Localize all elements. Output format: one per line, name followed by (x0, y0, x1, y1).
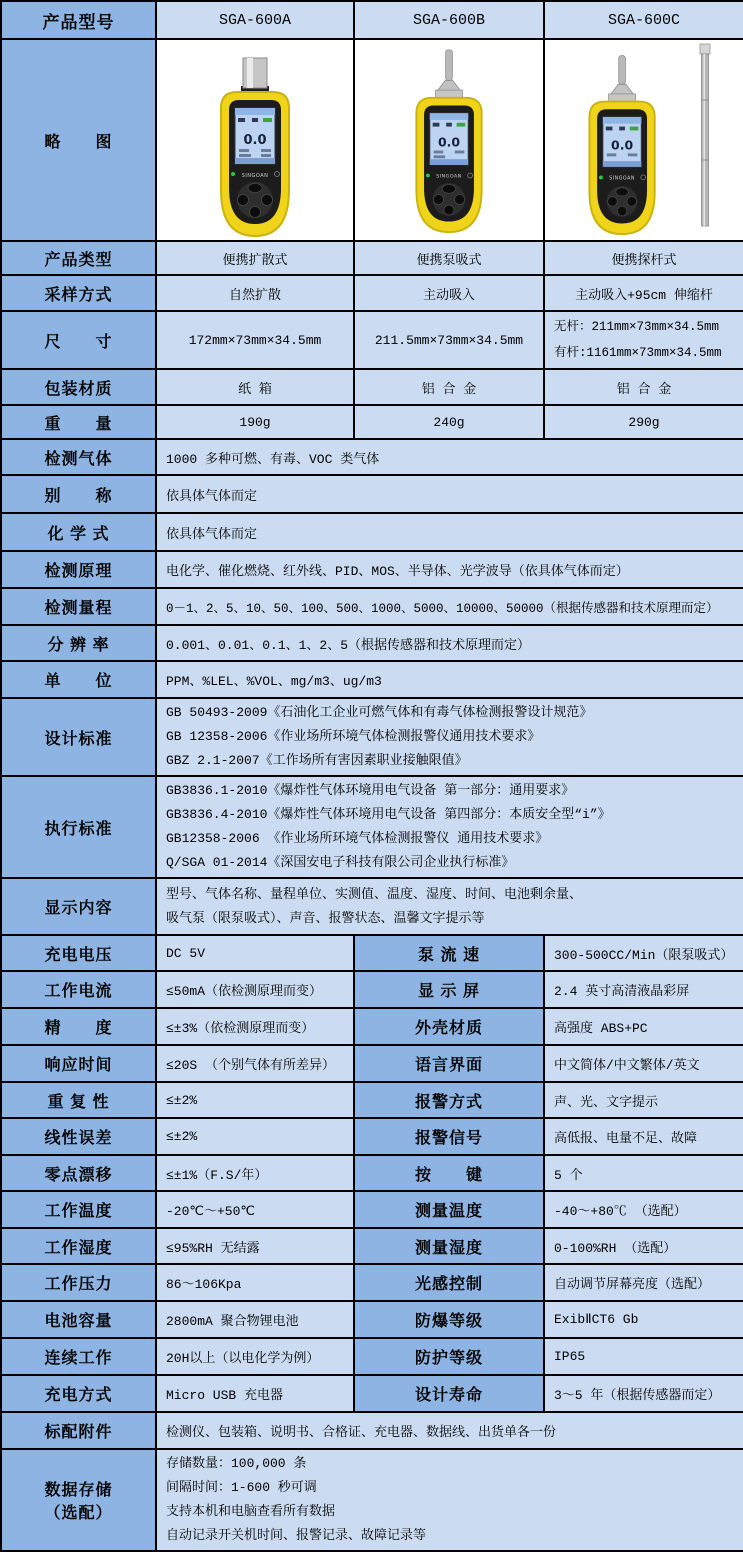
device-screen (235, 108, 275, 164)
value-cell: 172mm×73mm×34.5mm (156, 311, 354, 369)
led-indicator (599, 176, 603, 180)
value-cell: 190g (156, 405, 354, 439)
standard-line: GBZ 2.1-2007《工作场所有害因素职业接触限值》 (166, 753, 468, 768)
value-cell (156, 698, 743, 776)
model-name-cell-a: SGA-600A (156, 1, 354, 39)
value-cell: 中文简体/中文繁体/英文 (544, 1045, 743, 1082)
header-label-cell: 产品型号 (1, 1, 156, 39)
storage-label-line: 数据存储 (44, 1482, 113, 1499)
value-cell: 纸 箱 (156, 369, 354, 405)
row-label: 报警信号 (354, 1118, 544, 1155)
value-cell: 电化学、催化燃烧、红外线、PID、MOS、半导体、光学波导（依具体气体而定） (156, 551, 743, 588)
table-row-accessories (1, 1412, 743, 1449)
table-row-pair (1, 1082, 743, 1118)
table-row-pair (1, 1301, 743, 1338)
screen-reading: 0.0 (437, 134, 461, 150)
device-image-sga-600a (157, 40, 353, 240)
value-cell: ≤±3%（依检测原理而变） (156, 1008, 354, 1045)
dimension-line: 有杆:1161mm×73mm×34.5mm (554, 346, 722, 360)
value-cell: -20℃～+50℃ (156, 1191, 354, 1228)
table-row-pair (1, 971, 743, 1008)
brand-text: SINGOAN (241, 173, 269, 179)
table-row-display-content (1, 878, 743, 935)
table-row-data-storage (1, 1449, 743, 1551)
value-cell: 211.5mm×73mm×34.5mm (354, 311, 544, 369)
value-cell: 铝 合 金 (544, 369, 743, 405)
value-cell: Micro USB 充电器 (156, 1375, 354, 1412)
value-cell: 0－1、2、5、10、50、100、500、1000、5000、10000、50000（根据传感器和技术原理而定） (156, 588, 743, 625)
standard-line: GB3836.4-2010《爆炸性气体环境用电气设备 第四部分：本质安全型“i”》 (166, 807, 611, 822)
sketch-label-cell: 略 图 (1, 39, 156, 241)
storage-line: 间隔时间：1-600 秒可调 (166, 1480, 317, 1495)
header-row (1, 1, 743, 39)
value-cell: 便携探杆式 (544, 241, 743, 275)
value-cell: PPM、%LEL、%VOL、mg/m3、ug/m3 (156, 661, 743, 698)
value-cell: ≤50mA（依检测原理而变） (156, 971, 354, 1008)
value-cell: 0-100%RH （选配） (544, 1228, 743, 1264)
row-label: 测量湿度 (354, 1228, 544, 1264)
row-label: 尺 寸 (1, 311, 156, 369)
row-label: 充电电压 (1, 935, 156, 971)
value-cell: 20H以上（以电化学为例） (156, 1338, 354, 1375)
telescopic-rod (700, 44, 710, 226)
row-label: 充电方式 (1, 1375, 156, 1412)
row-label: 显 示 屏 (354, 971, 544, 1008)
row-label: 别 称 (1, 475, 156, 513)
table-row-product-type (1, 241, 743, 275)
button-cluster (607, 186, 638, 217)
row-label: 工作压力 (1, 1264, 156, 1301)
value-cell (544, 311, 743, 369)
table-row-packaging (1, 369, 743, 405)
value-cell: 86～106Kpa (156, 1264, 354, 1301)
row-label: 连续工作 (1, 1338, 156, 1375)
row-label: 光感控制 (354, 1264, 544, 1301)
standard-line: Q/SGA 01-2014《深国安电子科技有限公司企业执行标准》 (166, 855, 515, 870)
table-row-pair (1, 1191, 743, 1228)
table-row-alias (1, 475, 743, 513)
standard-line: GB12358-2006 《作业场所环境气体检测报警仪 通用技术要求》 (166, 831, 549, 846)
dimension-line: 无杆：211mm×73mm×34.5mm (554, 320, 720, 334)
led-indicator (426, 174, 430, 178)
row-label: 标配附件 (1, 1412, 156, 1449)
value-cell: 声、光、文字提示 (544, 1082, 743, 1118)
table-row-principle (1, 551, 743, 588)
row-label: 测量温度 (354, 1191, 544, 1228)
row-label: 报警方式 (354, 1082, 544, 1118)
table-row-pair (1, 1264, 743, 1301)
screen-reading: 0.0 (611, 137, 634, 153)
table-row-design-standard (1, 698, 743, 776)
table-row-pair (1, 1375, 743, 1412)
table-row-exec-standard (1, 776, 743, 878)
value-cell (156, 1449, 743, 1551)
value-cell: ExibⅡCT6 Gb (544, 1301, 743, 1338)
value-cell: ≤±2% (156, 1118, 354, 1155)
value-cell (156, 878, 743, 935)
row-label: 按 键 (354, 1155, 544, 1191)
product-image-cell-c (544, 39, 743, 241)
sensor-cap (241, 58, 269, 96)
button-cluster (433, 183, 466, 216)
storage-line: 支持本机和电脑查看所有数据 (166, 1504, 336, 1519)
value-cell: 自动调节屏幕亮度（选配） (544, 1264, 743, 1301)
product-image-cell-b (354, 39, 544, 241)
value-cell: 主动吸入+95cm 伸缩杆 (544, 275, 743, 311)
value-cell: 便携扩散式 (156, 241, 354, 275)
sketch-row (1, 39, 743, 241)
table-row-units (1, 661, 743, 698)
value-cell: 铝 合 金 (354, 369, 544, 405)
value-cell: 高低报、电量不足、故障 (544, 1118, 743, 1155)
table-row-pair (1, 1045, 743, 1082)
device-image-sga-600c (545, 40, 743, 240)
row-label: 工作温度 (1, 1191, 156, 1228)
value-cell: ≤±1%（F.S/年） (156, 1155, 354, 1191)
row-label: 检测量程 (1, 588, 156, 625)
row-label: 检测原理 (1, 551, 156, 588)
row-label: 单 位 (1, 661, 156, 698)
model-name-cell-b: SGA-600B (354, 1, 544, 39)
table-row-pair (1, 1228, 743, 1264)
brand-text: SINGOAN (609, 176, 635, 182)
row-label: 外壳材质 (354, 1008, 544, 1045)
pump-probe (436, 50, 463, 102)
device-screen (603, 117, 641, 167)
brand-text: SINGOAN (436, 174, 462, 180)
value-cell: 5 个 (544, 1155, 743, 1191)
table-row-pair (1, 1338, 743, 1375)
device-screen (430, 113, 468, 165)
row-label: 响应时间 (1, 1045, 156, 1082)
row-label: 设计寿命 (354, 1375, 544, 1412)
value-cell: 300-500CC/Min（限泵吸式） (544, 935, 743, 971)
table-row-sampling (1, 275, 743, 311)
row-label: 工作电流 (1, 971, 156, 1008)
value-cell: -40～+80℃ （选配） (544, 1191, 743, 1228)
value-cell: ≤95%RH 无结露 (156, 1228, 354, 1264)
row-label: 分 辨 率 (1, 625, 156, 661)
standard-line: GB3836.1-2010《爆炸性气体环境用电气设备 第一部分：通用要求》 (166, 783, 575, 798)
pump-probe (609, 56, 636, 106)
value-cell: 检测仪、包装箱、说明书、合格证、充电器、数据线、出货单各一份 (156, 1412, 743, 1449)
screen-reading: 0.0 (243, 133, 267, 148)
value-cell: ≤±2% (156, 1082, 354, 1118)
table-row-pair (1, 1008, 743, 1045)
row-label: 防护等级 (354, 1338, 544, 1375)
row-label: 线性误差 (1, 1118, 156, 1155)
table-row-dimensions (1, 311, 743, 369)
row-label: 语言界面 (354, 1045, 544, 1082)
table-row-resolution (1, 625, 743, 661)
table-row-pair (1, 935, 743, 971)
table-row-pair (1, 1155, 743, 1191)
row-label: 重 复 性 (1, 1082, 156, 1118)
value-cell (156, 776, 743, 878)
row-label: 设计标准 (1, 698, 156, 776)
row-label: 采样方式 (1, 275, 156, 311)
button-cluster (237, 182, 273, 218)
table-row-range (1, 588, 743, 625)
storage-line: 自动记录开关机时间、报警记录、故障记录等 (166, 1528, 427, 1543)
value-cell: DC 5V (156, 935, 354, 971)
value-cell: 自然扩散 (156, 275, 354, 311)
row-label: 重 量 (1, 405, 156, 439)
value-cell: 2.4 英寸高清液晶彩屏 (544, 971, 743, 1008)
row-label: 包装材质 (1, 369, 156, 405)
standard-line: GB 50493-2009《石油化工企业可燃气体和有毒气体检测报警设计规范》 (166, 705, 593, 720)
value-cell: 240g (354, 405, 544, 439)
value-cell: 1000 多种可燃、有毒、VOC 类气体 (156, 439, 743, 475)
storage-label-line: （选配） (44, 1505, 113, 1522)
table-row-weight (1, 405, 743, 439)
device-image-sga-600b (355, 40, 543, 240)
value-cell: 主动吸入 (354, 275, 544, 311)
value-cell: 290g (544, 405, 743, 439)
display-line: 吸气泵（限泵吸式）、声音、报警状态、温馨文字提示等 (166, 910, 485, 926)
row-label: 泵 流 速 (354, 935, 544, 971)
row-label: 检测气体 (1, 439, 156, 475)
row-label: 工作湿度 (1, 1228, 156, 1264)
table-row-formula (1, 513, 743, 551)
led-indicator (231, 172, 235, 176)
value-cell: IP65 (544, 1338, 743, 1375)
value-cell: 0.001、0.01、0.1、1、2、5（根据传感器和技术原理而定） (156, 625, 743, 661)
row-label: 执行标准 (1, 776, 156, 878)
value-cell: ≤20S （个别气体有所差异） (156, 1045, 354, 1082)
value-cell: 依具体气体而定 (156, 513, 743, 551)
row-label: 电池容量 (1, 1301, 156, 1338)
table-row-pair (1, 1118, 743, 1155)
model-name-cell-c: SGA-600C (544, 1, 743, 39)
value-cell: 3～5 年（根据传感器而定） (544, 1375, 743, 1412)
row-label: 零点漂移 (1, 1155, 156, 1191)
row-label (1, 1449, 156, 1551)
storage-line: 存储数量：100,000 条 (166, 1456, 307, 1471)
row-label: 显示内容 (1, 878, 156, 935)
row-label: 化 学 式 (1, 513, 156, 551)
standard-line: GB 12358-2006《作业场所环境气体检测报警仪通用技术要求》 (166, 729, 541, 744)
value-cell: 2800mA 聚合物锂电池 (156, 1301, 354, 1338)
display-line: 型号、气体名称、量程单位、实测值、温度、湿度、时间、电池剩余量、 (166, 886, 583, 902)
value-cell: 依具体气体而定 (156, 475, 743, 513)
product-image-cell-a (156, 39, 354, 241)
table-row-gases (1, 439, 743, 475)
value-cell: 高强度 ABS+PC (544, 1008, 743, 1045)
value-cell: 便携泵吸式 (354, 241, 544, 275)
row-label: 防爆等级 (354, 1301, 544, 1338)
row-label: 精 度 (1, 1008, 156, 1045)
row-label: 产品类型 (1, 241, 156, 275)
